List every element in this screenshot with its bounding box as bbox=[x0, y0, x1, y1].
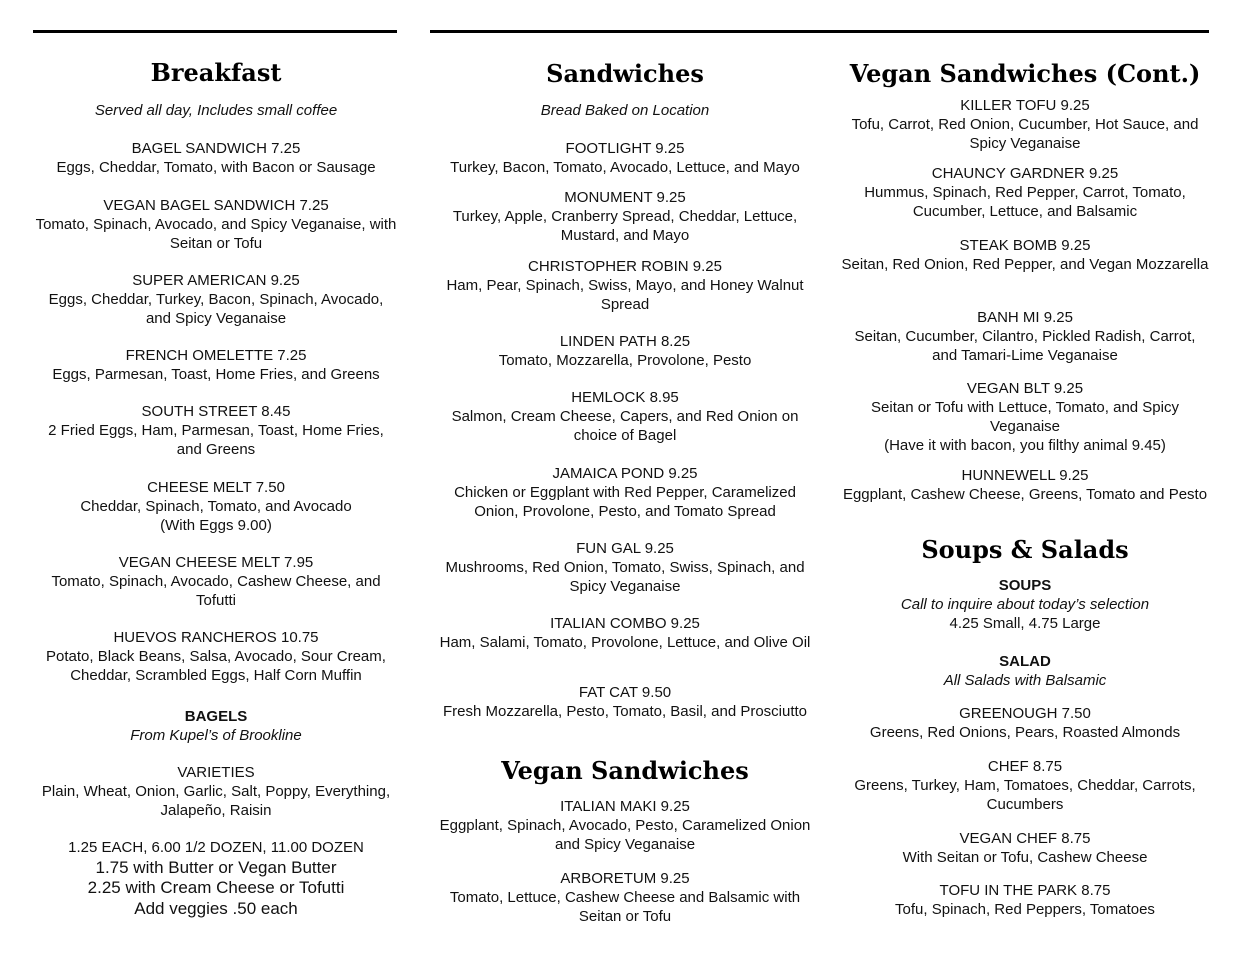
item-name: MONUMENT 9.25 bbox=[564, 189, 686, 206]
soups-price: 4.25 Small, 4.75 Large bbox=[949, 615, 1101, 632]
item-name: BAGEL SANDWICH 7.25 bbox=[131, 140, 301, 157]
soups-heading: SOUPS bbox=[998, 577, 1052, 594]
bagels-varieties bbox=[35, 763, 397, 820]
menu-item bbox=[35, 346, 397, 384]
menu-item bbox=[35, 271, 397, 328]
item-note: (Have it with bacon, you filthy animal 9.45) bbox=[884, 437, 1166, 454]
item-desc: 2 Fried Eggs, Ham, Parmesan, Toast, Home Fries, and Greens bbox=[48, 422, 384, 458]
salad-heading: SALAD bbox=[999, 653, 1051, 670]
menu-item bbox=[432, 614, 818, 652]
item-note: (With Eggs 9.00) bbox=[160, 517, 272, 534]
bagels-subtitle: From Kupel’s of Brookline bbox=[130, 727, 302, 744]
item-name: LINDEN PATH 8.25 bbox=[559, 333, 691, 350]
menu-item bbox=[840, 466, 1210, 504]
vegan-cont-title: Vegan Sandwiches (Cont.) bbox=[849, 59, 1201, 88]
salad-subtitle: All Salads with Balsamic bbox=[943, 672, 1107, 689]
menu-item bbox=[35, 628, 397, 685]
item-name: BANH MI 9.25 bbox=[977, 309, 1073, 326]
item-desc: Ham, Pear, Spinach, Swiss, Mayo, and Honey Walnut Spread bbox=[446, 277, 804, 313]
menu-item bbox=[840, 96, 1210, 153]
soups-subtitle: Call to inquire about today’s selection bbox=[900, 596, 1150, 613]
menu-item bbox=[35, 478, 397, 535]
bagels-heading: BAGELS bbox=[184, 708, 248, 725]
item-name: VEGAN BAGEL SANDWICH 7.25 bbox=[103, 197, 329, 214]
item-name: FOOTLIGHT 9.25 bbox=[565, 140, 685, 157]
item-name: FUN GAL 9.25 bbox=[576, 540, 674, 557]
menu-item bbox=[432, 332, 818, 370]
menu-item bbox=[840, 704, 1210, 742]
item-name: FAT CAT 9.50 bbox=[578, 684, 672, 701]
item-desc: Turkey, Bacon, Tomato, Avocado, Lettuce, and Mayo bbox=[450, 159, 800, 176]
item-desc: Eggs, Cheddar, Tomato, with Bacon or Sausage bbox=[56, 159, 376, 176]
menu-item bbox=[35, 139, 397, 177]
menu-item bbox=[840, 829, 1210, 867]
menu-item bbox=[840, 236, 1210, 274]
bagels-addon: Add veggies .50 each bbox=[134, 899, 298, 918]
menu-item bbox=[840, 881, 1210, 919]
varieties-label: VARIETIES bbox=[177, 764, 255, 781]
item-desc: Tomato, Mozzarella, Provolone, Pesto bbox=[498, 352, 752, 369]
item-desc: Eggs, Parmesan, Toast, Home Fries, and Greens bbox=[52, 366, 380, 383]
item-desc: Eggplant, Cashew Cheese, Greens, Tomato and Pesto bbox=[842, 486, 1208, 503]
top-rule-left bbox=[33, 30, 397, 33]
item-desc: Hummus, Spinach, Red Pepper, Carrot, Tomato, Cucumber, Lettuce, and Balsamic bbox=[864, 184, 1186, 220]
menu-item bbox=[840, 757, 1210, 814]
item-name: HUNNEWELL 9.25 bbox=[961, 467, 1089, 484]
item-desc: Mushrooms, Red Onion, Tomato, Swiss, Spinach, and Spicy Veganaise bbox=[445, 559, 805, 595]
bagels-addon: 1.75 with Butter or Vegan Butter bbox=[95, 858, 337, 877]
item-desc: Seitan or Tofu with Lettuce, Tomato, and Spicy Veganaise bbox=[871, 399, 1179, 435]
bagels-addon: 2.25 with Cream Cheese or Tofutti bbox=[87, 878, 345, 897]
item-desc: Tomato, Spinach, Avocado, Cashew Cheese, and Tofutti bbox=[51, 573, 381, 609]
item-desc: Cheddar, Spinach, Tomato, and Avocado bbox=[80, 498, 352, 515]
item-desc: Eggs, Cheddar, Turkey, Bacon, Spinach, Avocado, and Spicy Veganaise bbox=[48, 291, 384, 327]
item-name: SUPER AMERICAN 9.25 bbox=[132, 272, 300, 289]
sandwiches-title: Sandwiches bbox=[546, 59, 704, 88]
item-name: HUEVOS RANCHEROS 10.75 bbox=[113, 629, 319, 646]
menu-item bbox=[840, 379, 1210, 455]
breakfast-title: Breakfast bbox=[150, 58, 282, 87]
item-desc: Tofu, Spinach, Red Peppers, Tomatoes bbox=[895, 901, 1155, 918]
item-desc: Fresh Mozzarella, Pesto, Tomato, Basil, and Prosciutto bbox=[442, 703, 808, 720]
menu-item bbox=[35, 553, 397, 610]
menu-item bbox=[432, 139, 818, 177]
soups-salads-title: Soups & Salads bbox=[921, 535, 1129, 564]
item-name: GREENOUGH 7.50 bbox=[959, 705, 1091, 722]
item-name: ITALIAN COMBO 9.25 bbox=[550, 615, 700, 632]
menu-item bbox=[432, 797, 818, 854]
item-name: SOUTH STREET 8.45 bbox=[141, 403, 291, 420]
item-name: ITALIAN MAKI 9.25 bbox=[560, 798, 690, 815]
item-desc: Tomato, Spinach, Avocado, and Spicy Veganaise, with Seitan or Tofu bbox=[35, 216, 397, 252]
sandwiches-subtitle: Bread Baked on Location bbox=[540, 102, 710, 119]
item-name: CHEF 8.75 bbox=[987, 758, 1063, 775]
item-name: CHRISTOPHER ROBIN 9.25 bbox=[528, 258, 722, 275]
menu-item bbox=[840, 308, 1210, 365]
item-desc: Salmon, Cream Cheese, Capers, and Red Onion on choice of Bagel bbox=[451, 408, 799, 444]
item-desc: With Seitan or Tofu, Cashew Cheese bbox=[902, 849, 1148, 866]
item-name: HEMLOCK 8.95 bbox=[571, 389, 679, 406]
menu-item bbox=[432, 539, 818, 596]
item-name: VEGAN CHEF 8.75 bbox=[959, 830, 1091, 847]
item-desc: Seitan, Cucumber, Cilantro, Pickled Radish, Carrot, and Tamari-Lime Veganaise bbox=[854, 328, 1196, 364]
bagels-pricing: 1.25 EACH, 6.00 1/2 DOZEN, 11.00 DOZEN bbox=[68, 839, 364, 856]
item-desc: Ham, Salami, Tomato, Provolone, Lettuce, and Olive Oil bbox=[439, 634, 811, 651]
menu-item bbox=[432, 388, 818, 445]
item-desc: Potato, Black Beans, Salsa, Avocado, Sour Cream, Cheddar, Scrambled Eggs, Half Corn Muffin bbox=[46, 648, 386, 684]
item-desc: Chicken or Eggplant with Red Pepper, Caramelized Onion, Provolone, Pesto, and Tomato Spread bbox=[454, 484, 796, 520]
menu-item bbox=[432, 869, 818, 926]
item-name: VEGAN CHEESE MELT 7.95 bbox=[118, 554, 314, 571]
menu-item bbox=[35, 402, 397, 459]
item-name: CHAUNCY GARDNER 9.25 bbox=[931, 165, 1119, 182]
item-name: TOFU IN THE PARK 8.75 bbox=[939, 882, 1111, 899]
item-desc: Eggplant, Spinach, Avocado, Pesto, Caramelized Onion and Spicy Veganaise bbox=[439, 817, 811, 853]
item-name: KILLER TOFU 9.25 bbox=[960, 97, 1090, 114]
item-desc: Greens, Red Onions, Pears, Roasted Almonds bbox=[869, 724, 1181, 741]
top-rule-right bbox=[430, 30, 1209, 33]
item-desc: Tofu, Carrot, Red Onion, Cucumber, Hot Sauce, and Spicy Veganaise bbox=[851, 116, 1199, 152]
varieties-list: Plain, Wheat, Onion, Garlic, Salt, Poppy, Everything, Jalapeño, Raisin bbox=[41, 783, 391, 819]
vegan-sandwiches-title: Vegan Sandwiches bbox=[501, 756, 749, 785]
breakfast-subtitle: Served all day, Includes small coffee bbox=[94, 102, 338, 119]
menu-item bbox=[432, 257, 818, 314]
menu-item bbox=[432, 188, 818, 245]
menu-item bbox=[432, 683, 818, 721]
menu-item bbox=[35, 196, 397, 253]
item-name: CHEESE MELT 7.50 bbox=[147, 479, 285, 496]
item-desc: Greens, Turkey, Ham, Tomatoes, Cheddar, Carrots, Cucumbers bbox=[854, 777, 1196, 813]
item-desc: Seitan, Red Onion, Red Pepper, and Vegan Mozzarella bbox=[841, 256, 1209, 273]
item-name: VEGAN BLT 9.25 bbox=[966, 380, 1084, 397]
item-name: FRENCH OMELETTE 7.25 bbox=[125, 347, 307, 364]
item-name: STEAK BOMB 9.25 bbox=[959, 237, 1091, 254]
item-name: JAMAICA POND 9.25 bbox=[552, 465, 698, 482]
item-desc: Turkey, Apple, Cranberry Spread, Cheddar, Lettuce, Mustard, and Mayo bbox=[452, 208, 798, 244]
item-desc: Tomato, Lettuce, Cashew Cheese and Balsamic with Seitan or Tofu bbox=[449, 889, 801, 925]
menu-item bbox=[432, 464, 818, 521]
item-name: ARBORETUM 9.25 bbox=[560, 870, 690, 887]
menu-item bbox=[840, 164, 1210, 221]
